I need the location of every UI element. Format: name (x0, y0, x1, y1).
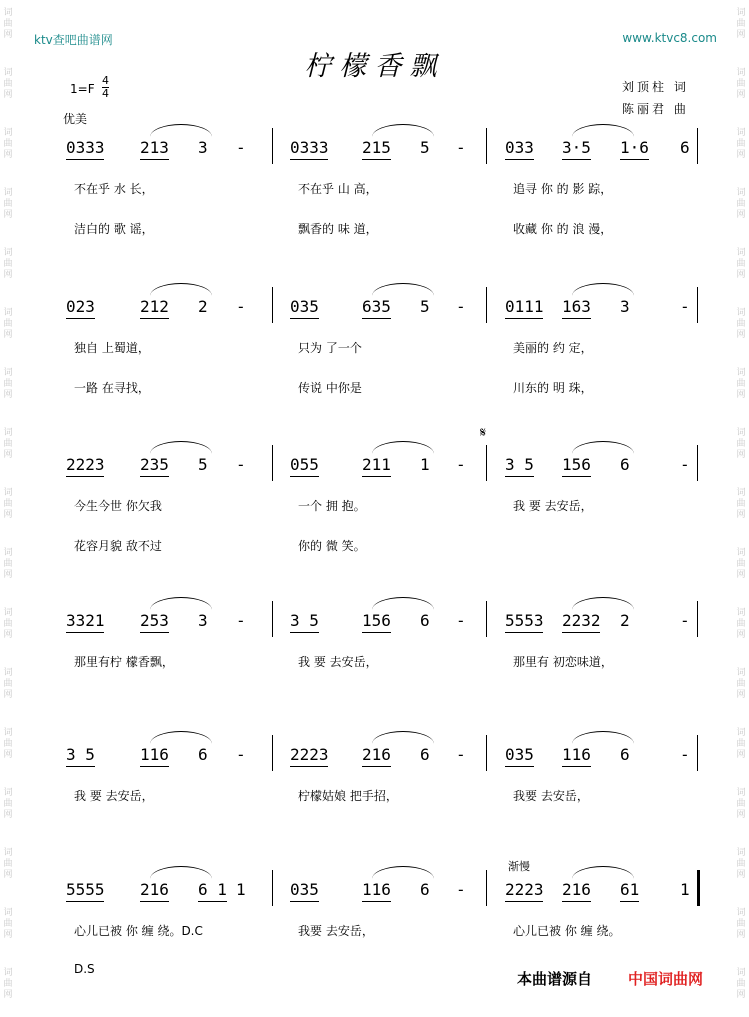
lyric-line: 洁白的 歌 谣， (74, 222, 154, 236)
note-group: 253 (140, 611, 169, 630)
note-group: 216 (140, 880, 169, 899)
end-bar-line (697, 870, 700, 906)
composer: 陈丽君 曲 (622, 102, 689, 116)
watermark-text: 词 曲 网 (736, 128, 746, 160)
note-group: - (456, 138, 466, 157)
note-group: 2223 (505, 880, 544, 899)
watermark-text: 词 曲 网 (736, 308, 746, 340)
slur-arc (150, 866, 212, 879)
bar-line (272, 601, 273, 637)
beam-line (198, 901, 227, 902)
footer-site-link[interactable]: 中国词曲网 (628, 970, 704, 988)
bar-line (272, 128, 273, 164)
slur-arc (372, 597, 434, 610)
note-group: 6 (198, 745, 208, 764)
beam-line (290, 632, 319, 633)
note-group: - (680, 745, 690, 764)
slur-arc (150, 441, 212, 454)
end-bar-line (697, 287, 698, 323)
beam-line (362, 766, 391, 767)
bar-line (486, 601, 487, 637)
watermark-text: 词 曲 网 (3, 608, 13, 640)
note-group: 0333 (66, 138, 105, 157)
lyric-line: 不在乎 水 长， (74, 182, 154, 196)
note-group: 1 (236, 880, 246, 899)
lyric-line: 一路 在寻找， (74, 381, 150, 395)
note-group: 216 (362, 745, 391, 764)
note-group: 0111 (505, 297, 544, 316)
watermark-text: 词 曲 网 (736, 728, 746, 760)
note-group: 035 (505, 745, 534, 764)
watermark-text: 词 曲 网 (3, 668, 13, 700)
beam-line (290, 476, 319, 477)
beam-line (362, 476, 391, 477)
ritardando-mark: 渐慢 (508, 860, 530, 873)
note-group: - (236, 138, 246, 157)
beam-line (362, 632, 391, 633)
watermark-text: 词 曲 网 (736, 68, 746, 100)
slur-arc (572, 124, 634, 137)
note-group: 035 (290, 297, 319, 316)
beam-line (562, 901, 591, 902)
watermark-text: 词 曲 网 (3, 68, 13, 100)
end-bar-line (697, 128, 698, 164)
watermark-text: 词 曲 网 (3, 128, 13, 160)
watermark-text: 词 曲 网 (3, 968, 13, 1000)
beam-line (505, 766, 534, 767)
note-group: 3·5 (562, 138, 591, 157)
bar-line (272, 287, 273, 323)
note-group: - (680, 455, 690, 474)
beam-line (290, 318, 319, 319)
slur-arc (372, 283, 434, 296)
note-group: 6 1 (198, 880, 227, 899)
beam-line (140, 318, 169, 319)
beam-line (505, 901, 543, 902)
bar-line (486, 287, 487, 323)
watermark-text: 词 曲 网 (736, 968, 746, 1000)
note-group: 2223 (290, 745, 329, 764)
beam-line (290, 159, 328, 160)
bar-line (272, 870, 273, 906)
note-group: 5 (198, 455, 208, 474)
note-group: 1·6 (620, 138, 649, 157)
note-group: 6 (680, 138, 690, 157)
note-group: - (236, 745, 246, 764)
note-group: - (680, 611, 690, 630)
beam-line (362, 159, 391, 160)
slur-arc (150, 597, 212, 610)
lyric-line: 柠檬姑娘 把手招， (298, 789, 398, 803)
watermark-text: 词 曲 网 (736, 248, 746, 280)
note-group: 5555 (66, 880, 105, 899)
beam-line (66, 318, 95, 319)
note-group: 2 (620, 611, 630, 630)
beam-line (505, 632, 543, 633)
lyric-line: 飘香的 味 道， (298, 222, 378, 236)
beam-line (66, 632, 104, 633)
note-group: - (456, 611, 466, 630)
slur-arc (572, 597, 634, 610)
beam-line (140, 766, 169, 767)
site-url-right: www.ktvc8.com (622, 31, 717, 45)
beam-line (505, 159, 534, 160)
watermark-text: 词 曲 网 (736, 548, 746, 580)
note-group: 116 (362, 880, 391, 899)
note-group: 61 (620, 880, 640, 899)
beam-line (620, 901, 639, 902)
note-group: 055 (290, 455, 319, 474)
slur-arc (572, 866, 634, 879)
note-group: 3 5 (290, 611, 319, 630)
lyric-line: 我 要 去安岳， (298, 655, 378, 669)
site-name-left: ktv查吧曲谱网 (34, 33, 113, 47)
watermark-text: 词 曲 网 (736, 428, 746, 460)
note-group: 0333 (290, 138, 329, 157)
note-group: - (456, 297, 466, 316)
note-group: 023 (66, 297, 95, 316)
beam-line (562, 318, 591, 319)
slur-arc (150, 124, 212, 137)
bar-line (486, 445, 487, 481)
beam-line (140, 901, 169, 902)
watermark-text: 词 曲 网 (736, 908, 746, 940)
slur-arc (150, 283, 212, 296)
bar-line (272, 735, 273, 771)
time-bottom: 4 (102, 87, 109, 100)
beam-line (290, 766, 328, 767)
lyric-line: 我 要 去安岳， (513, 499, 593, 513)
bar-line (272, 445, 273, 481)
beam-line (505, 318, 543, 319)
note-group: - (456, 880, 466, 899)
slur-arc (372, 866, 434, 879)
time-signature (102, 75, 109, 100)
note-group: 211 (362, 455, 391, 474)
watermark-text: 词 曲 网 (736, 488, 746, 520)
slur-arc (372, 731, 434, 744)
watermark-text: 词 曲 网 (3, 188, 13, 220)
lyric-line: 追寻 你 的 影 踪， (513, 182, 613, 196)
note-group: 156 (362, 611, 391, 630)
footer-source-label: 本曲谱源自 (517, 970, 593, 988)
lyric-line: 花容月貌 敌不过 (74, 539, 162, 553)
beam-line (140, 476, 169, 477)
lyric-line: 美丽的 约 定， (513, 341, 593, 355)
note-group: 6 (620, 455, 630, 474)
watermark-text: 词 曲 网 (3, 428, 13, 460)
note-group: 5553 (505, 611, 544, 630)
watermark-text: 词 曲 网 (736, 608, 746, 640)
lyric-line: 那里有柠 檬香飘， (74, 655, 174, 669)
lyric-line: 独自 上蜀道， (74, 341, 150, 355)
segno-sign: 𝄋 (480, 425, 487, 441)
lyric-line: 收藏 你 的 浪 漫， (513, 222, 613, 236)
note-group: 2 (198, 297, 208, 316)
note-group: - (680, 297, 690, 316)
lyric-line: 那里有 初恋味道， (513, 655, 613, 669)
key-signature: 1=F (70, 82, 95, 96)
note-group: 212 (140, 297, 169, 316)
watermark-text: 词 曲 网 (3, 248, 13, 280)
beam-line (362, 318, 391, 319)
note-group: 6 (620, 745, 630, 764)
beam-line (66, 901, 104, 902)
lyric-line: 只为 了一个 (298, 341, 362, 355)
note-group: 213 (140, 138, 169, 157)
watermark-text: 词 曲 网 (3, 368, 13, 400)
lyric-line: 我要 去安岳， (298, 924, 374, 938)
beam-line (66, 766, 95, 767)
watermark-text: 词 曲 网 (3, 788, 13, 820)
watermark-text: 词 曲 网 (3, 308, 13, 340)
watermark-text: 词 曲 网 (3, 488, 13, 520)
note-group: 033 (505, 138, 534, 157)
lyricist: 刘顶柱 词 (622, 80, 689, 94)
watermark-text: 词 曲 网 (736, 188, 746, 220)
watermark-text: 词 曲 网 (3, 848, 13, 880)
note-group: 3 5 (66, 745, 95, 764)
slur-arc (572, 283, 634, 296)
note-group: 116 (562, 745, 591, 764)
note-group: 035 (290, 880, 319, 899)
lyric-line: 川东的 明 珠， (513, 381, 593, 395)
note-group: 1 (680, 880, 690, 899)
note-group: 216 (562, 880, 591, 899)
lyric-line: 我要 去安岳， (513, 789, 589, 803)
note-group: 635 (362, 297, 391, 316)
beam-line (66, 159, 104, 160)
note-group: - (236, 297, 246, 316)
beam-line (562, 476, 591, 477)
slur-arc (150, 731, 212, 744)
style-marking: 优美 (63, 112, 88, 126)
lyric-line: 传说 中你是 (298, 381, 362, 395)
watermark-text: 词 曲 网 (736, 668, 746, 700)
watermark-text: 词 曲 网 (3, 548, 13, 580)
bar-line (486, 735, 487, 771)
watermark-text: 词 曲 网 (736, 8, 746, 40)
note-group: 3 (198, 138, 208, 157)
note-group: - (456, 745, 466, 764)
beam-line (66, 476, 104, 477)
lyric-line: 你的 微 笑。 (298, 539, 366, 553)
note-group: - (236, 455, 246, 474)
slur-arc (372, 441, 434, 454)
lyric-line: 一个 拥 抱。 (298, 499, 366, 513)
beam-line (290, 901, 319, 902)
time-top: 4 (102, 74, 109, 87)
watermark-text: 词 曲 网 (736, 368, 746, 400)
note-group: 163 (562, 297, 591, 316)
lyric-line: 不在乎 山 高， (298, 182, 378, 196)
note-group: 2232 (562, 611, 601, 630)
beam-line (562, 159, 591, 160)
note-group: 2223 (66, 455, 105, 474)
end-bar-line (697, 601, 698, 637)
note-group: 156 (562, 455, 591, 474)
note-group: - (456, 455, 466, 474)
note-group: 215 (362, 138, 391, 157)
note-group: 1 (420, 455, 430, 474)
lyric-line: 我 要 去安岳， (74, 789, 154, 803)
beam-line (140, 632, 169, 633)
slur-arc (572, 441, 634, 454)
lyric-line: 心儿已被 你 缠 绕。D.C (74, 924, 203, 938)
watermark-text: 词 曲 网 (3, 908, 13, 940)
note-group: 5 (420, 138, 430, 157)
note-group: 5 (420, 297, 430, 316)
slur-arc (572, 731, 634, 744)
watermark-text: 词 曲 网 (736, 788, 746, 820)
note-group: - (236, 611, 246, 630)
note-group: 6 (420, 745, 430, 764)
slur-arc (372, 124, 434, 137)
watermark-text: 词 曲 网 (3, 728, 13, 760)
note-group: 3 (198, 611, 208, 630)
note-group: 116 (140, 745, 169, 764)
end-bar-line (697, 735, 698, 771)
bar-line (486, 128, 487, 164)
beam-line (362, 901, 391, 902)
song-title: 柠檬香飘 (304, 51, 445, 82)
end-bar-line (697, 445, 698, 481)
beam-line (620, 159, 649, 160)
note-group: 235 (140, 455, 169, 474)
note-group: 3321 (66, 611, 105, 630)
lyric-line: 心儿已被 你 缠 绕。 (513, 924, 621, 938)
beam-line (140, 159, 169, 160)
note-group: 3 (620, 297, 630, 316)
note-group: 6 (420, 880, 430, 899)
note-group: 6 (420, 611, 430, 630)
watermark-text: 词 曲 网 (3, 8, 13, 40)
beam-line (505, 476, 534, 477)
note-group: 3 5 (505, 455, 534, 474)
watermark-text: 词 曲 网 (736, 848, 746, 880)
beam-line (562, 766, 591, 767)
lyric-line: 今生今世 你欠我 (74, 499, 162, 513)
lyric-line: D.S (74, 962, 95, 976)
bar-line (486, 870, 487, 906)
beam-line (562, 632, 600, 633)
